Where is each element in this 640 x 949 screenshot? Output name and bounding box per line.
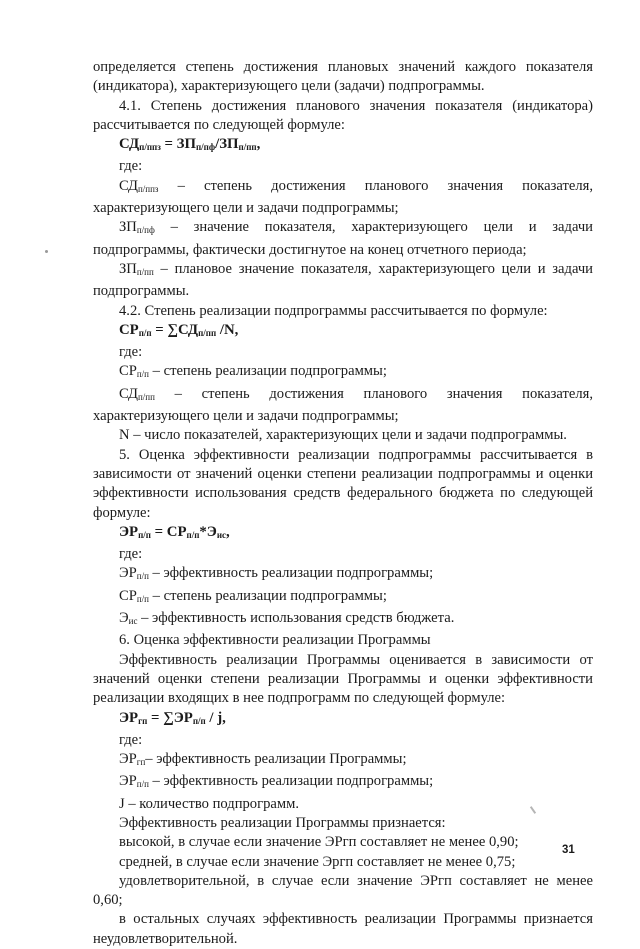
where-label: где: xyxy=(119,546,143,563)
paragraph-intro: определяется степень достижения плановых значений каждого показателя (индикатора), характеризующего цели (задачи) подпрограммы. xyxy=(93,59,593,95)
definition-sr: $СР_{п/п}$ – степень реализации подпрограммы; xyxy=(119,363,387,380)
definition-sd: $СД_{п/ппз}$ – степень достижения планового значения показателя, характеризующего цели и задачи подпрограммы; xyxy=(93,177,593,217)
scan-dot-mark xyxy=(45,250,48,253)
paragraph-5: 5. Оценка эффективности реализации подпрограммы рассчитывается в зависимости от значений оценки степени реализации подпрограммы и оценки эффективности использования средств федерального бюджета по следующей формуле: xyxy=(93,446,593,521)
paragraph-6-heading: 6. Оценка эффективности реализации Программы xyxy=(119,632,431,649)
formula-sr: $СР_{п/п} = \sum СД_{п/пп}$ /N, xyxy=(119,321,239,338)
criterion-medium: средней, в случае если значение Эргп составляет не менее 0,75; xyxy=(119,853,516,870)
where-label: где: xyxy=(119,731,143,748)
definition-sd-pp: $СД_{п/пп}$ – степень достижения планового значения показателя, характеризующего цели и задачи подпрограммы; xyxy=(93,385,593,425)
formula-sd: $СД_{п/ппз} = ЗП_{п/пф}/ЗП_{п/пп}$, xyxy=(119,136,261,153)
where-label: где: xyxy=(119,344,143,361)
criterion-high: высокой, в случае если значение ЭРгп составляет не менее 0,90; xyxy=(119,834,519,851)
paragraph-recognition: Эффективность реализации Программы признается: xyxy=(119,814,446,831)
definition-n: N – число показателей, характеризующих цели и задачи подпрограммы. xyxy=(119,427,567,444)
definition-er-pp-2: $ЭР_{п/п}$ – эффективность реализации подпрограммы; xyxy=(119,773,434,790)
definition-j: J – количество подпрограмм. xyxy=(119,795,299,812)
definition-eis: $Э_{ис}$ – эффективность использования средств бюджета. xyxy=(119,610,455,627)
definition-zp-plan: $ЗП_{п/пп}$ – плановое значение показателя, характеризующего цели и задачи подпрограммы. xyxy=(93,260,593,300)
page-number: 31 xyxy=(562,844,575,856)
document-page xyxy=(93,58,593,949)
where-label: где: xyxy=(119,158,143,175)
paragraph-4-1: 4.1. Степень достижения планового значения показателя (индикатора) рассчитывается по следующей формуле: xyxy=(93,97,593,133)
definition-er-pp: $ЭР_{п/п}$ – эффективность реализации подпрограммы; xyxy=(119,565,434,582)
formula-er-program: $ЭР_{гп} = \sum ЭР_{п/п} / j$, xyxy=(119,709,226,726)
paragraph-4-2: 4.2. Степень реализации подпрограммы рассчитывается по формуле: xyxy=(119,302,548,319)
definition-er-gp: $ЭР_{гп}-$ эффективность реализации Программы; xyxy=(119,751,407,768)
criterion-unsatisfactory: в остальных случаях эффективность реализации Программы признается неудовлетворительной. xyxy=(93,911,593,947)
criterion-satisfactory: удовлетворительной, в случае если значение ЭРгп составляет не менее 0,60; xyxy=(93,872,593,909)
paragraph-6: Эффективность реализации Программы оценивается в зависимости от значений оценки степени реализации Программы и оценки эффективности реализации входящих в нее подпрограмм по следующей формуле: xyxy=(93,651,593,707)
definition-sr-pp: $СР_{п/п}$ – степень реализации подпрограммы; xyxy=(119,587,387,604)
definition-zp-fact: $ЗП_{п/пф}$ – значение показателя, характеризующего цели и задачи подпрограммы, фактически достигнутое на конец отчетного периода; xyxy=(93,219,593,258)
formula-er-subprogram: $ЭР_{п/п} = СР_{п/п}*Э_{ис}$, xyxy=(119,523,230,540)
